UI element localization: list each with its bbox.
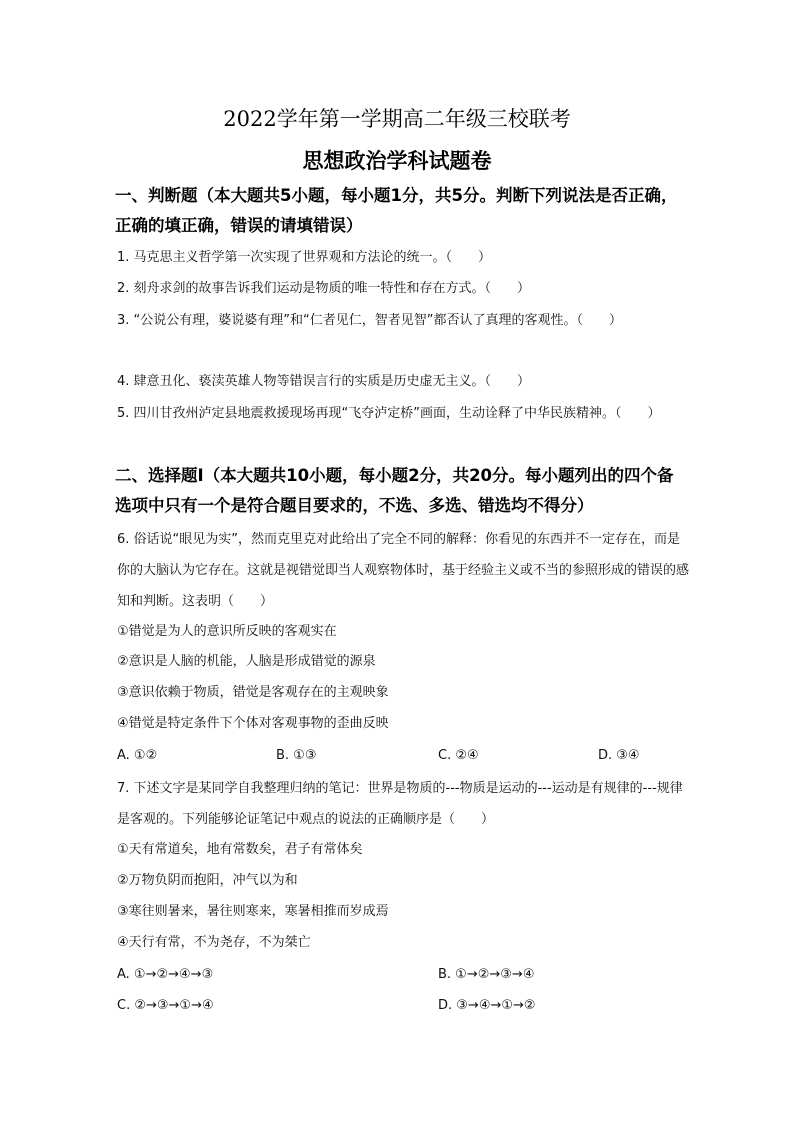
question-6-choice-b: B. ①③ xyxy=(276,748,317,763)
question-7-option-4: ④天行有常，不为尧存，不为桀亡 xyxy=(117,935,311,950)
judge-item-5: 5. 四川甘孜州泸定县地震救援现场再现“飞夺泸定桥”画面，生动诠释了中华民族精神。（ ） xyxy=(117,406,661,421)
judge-item-2: 2. 刻舟求剑的故事告诉我们运动是物质的唯一特性和存在方式。（ ） xyxy=(117,281,531,296)
question-6-option-3: ③意识依赖于物质，错觉是客观存在的主观映象 xyxy=(117,685,389,700)
judge-item-4: 4. 肆意丑化、亵渎英雄人物等错误言行的实质是历史虚无主义。（ ） xyxy=(117,374,531,389)
exam-subtitle: 思想政治学科试题卷 xyxy=(302,148,492,173)
question-6-option-1: ①错觉是为人的意识所反映的客观实在 xyxy=(117,624,337,639)
question-6-option-2: ②意识是人脑的机能，人脑是形成错觉的源泉 xyxy=(117,654,376,669)
question-7-option-3: ③寒往则暑来，暑往则寒来，寒暑相推而岁成焉 xyxy=(117,904,389,919)
exam-title: 2022学年第一学期高二年级三校联考 xyxy=(223,107,571,131)
question-6-choice-c: C. ②④ xyxy=(438,748,479,763)
section-1-heading: 一、判断题（本大题共5小题，每小题1分，共5分。判断下列说法是否正确，正确的填正确，错误的请填错误） xyxy=(115,186,678,235)
question-7-stem: 7. 下述文字是某同学自我整理归纳的笔记：世界是物质的---物质是运动的---运动是有规律的---规律是客观的。下列能够论证笔记中观点的说法的正确顺序是（ ） xyxy=(117,781,683,827)
question-7-option-2: ②万物负阴而抱阳，冲气以为和 xyxy=(117,873,298,888)
question-7-option-1: ①天有常道矣，地有常数矣，君子有常体矣 xyxy=(117,842,363,857)
question-7-choice-c: C. ②→③→①→④ xyxy=(117,998,214,1013)
question-6-choice-a: A. ①② xyxy=(117,748,158,763)
judge-item-1: 1. 马克思主义哲学第一次实现了世界观和方法论的统一。（ ） xyxy=(117,250,492,265)
question-7-choice-a: A. ①→②→④→③ xyxy=(117,967,214,982)
question-6-stem: 6. 俗话说“眼见为实”，然而克里克对此给出了完全不同的解释：你看见的东西并不一定存在，而是你的大脑认为它存在。这就是视错觉即当人观察物体时，基于经验主义或不当的参照形成的错误的感知和判断。这表明（ ） xyxy=(117,532,690,609)
question-6-choice-d: D. ③④ xyxy=(598,748,640,763)
section-2-heading: 二、选择题Ⅰ（本大题共10小题，每小题2分，共20分。每小题列出的四个备选项中只有一个是符合题目要求的，不选、多选、错选均不得分） xyxy=(115,466,674,515)
question-7-choice-b: B. ①→②→③→④ xyxy=(438,967,535,982)
question-7-choice-d: D. ③→④→①→② xyxy=(438,998,536,1013)
judge-item-3: 3. “公说公有理，婆说婆有理”和“仁者见仁，智者见智”都否认了真理的客观性。（ ） xyxy=(117,313,622,328)
question-6-option-4: ④错觉是特定条件下个体对客观事物的歪曲反映 xyxy=(117,716,389,731)
